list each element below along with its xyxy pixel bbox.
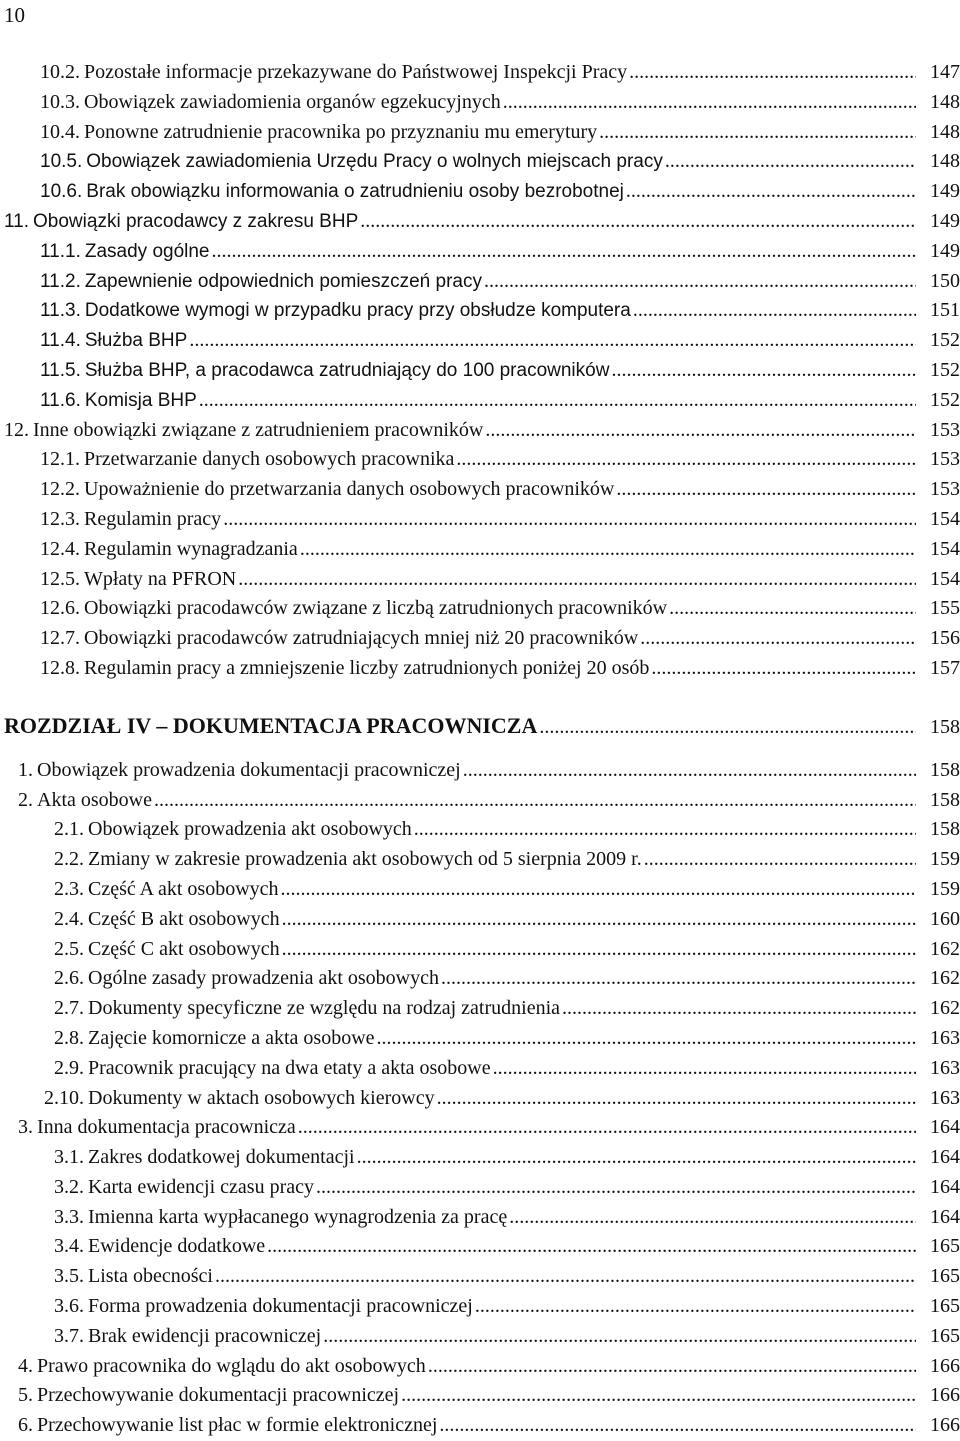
toc-entry-number: 10.6. xyxy=(40,181,83,203)
toc-entry[interactable] xyxy=(0,88,960,118)
toc-entry-number: 2.10. xyxy=(44,1086,84,1109)
toc-dot-leader xyxy=(213,1262,916,1292)
toc-entry-title: Część C akt osobowych xyxy=(88,937,280,960)
toc-dot-leader xyxy=(461,756,916,786)
toc-entry-number: 5. xyxy=(18,1384,33,1407)
toc-page-number: 151 xyxy=(930,299,960,322)
toc-entry-number: 2.7. xyxy=(54,997,84,1020)
table-of-contents xyxy=(0,58,960,1441)
toc-page-number: 162 xyxy=(930,997,960,1020)
toc-entry-title: Służba BHP xyxy=(84,330,188,352)
toc-entry-title: Regulamin pracy xyxy=(84,507,222,530)
toc-entry-number: 11.6. xyxy=(40,389,81,411)
toc-entry[interactable] xyxy=(0,964,960,994)
toc-entry[interactable] xyxy=(0,147,960,177)
toc-dot-leader xyxy=(280,935,916,965)
page-number: 10 xyxy=(4,3,25,27)
toc-entry[interactable] xyxy=(0,296,960,326)
toc-entry-number: 1. xyxy=(18,758,33,781)
toc-page-number: 166 xyxy=(930,1384,960,1407)
toc-entry[interactable] xyxy=(0,1292,960,1322)
toc-entry-number: 6. xyxy=(18,1414,33,1437)
toc-entry[interactable] xyxy=(0,207,960,237)
toc-entry[interactable] xyxy=(0,594,960,624)
toc-page-number: 156 xyxy=(930,627,960,650)
toc-dot-leader xyxy=(221,505,916,535)
toc-entry-number: 3.7. xyxy=(54,1324,84,1347)
toc-entry-title: Komisja BHP xyxy=(84,389,197,411)
toc-entry-number: 11.5. xyxy=(40,359,81,381)
toc-dot-leader xyxy=(210,237,916,267)
toc-entry-title: Obowiązek zawiadomienia Urzędu Pracy o wolnych miejscach pracy xyxy=(86,151,663,173)
toc-entry[interactable] xyxy=(0,1024,960,1054)
toc-entry[interactable] xyxy=(0,1143,960,1173)
toc-entry-title: Służba BHP, a pracodawca zatrudniający do 100 pracowników xyxy=(84,359,610,381)
toc-dot-leader xyxy=(501,88,916,118)
toc-dot-leader xyxy=(298,535,916,565)
toc-entry[interactable] xyxy=(0,416,960,446)
toc-entry-title: Część B akt osobowych xyxy=(88,907,280,930)
toc-entry-title: Brak ewidencji pracowniczej xyxy=(88,1324,322,1347)
toc-page-number: 163 xyxy=(930,1056,960,1079)
toc-page-number: 164 xyxy=(930,1175,960,1198)
toc-page-number: 155 xyxy=(930,597,960,620)
toc-entry-title: Zakres dodatkowej dokumentacji xyxy=(88,1146,355,1169)
toc-entry[interactable] xyxy=(0,535,960,565)
toc-page-number: 165 xyxy=(930,1295,960,1318)
toc-entry-title: Wpłaty na PFRON xyxy=(84,567,237,590)
toc-entry-number: 3.4. xyxy=(54,1235,84,1258)
toc-dot-leader xyxy=(152,786,916,816)
toc-entry[interactable] xyxy=(0,1322,960,1352)
toc-page-number: 148 xyxy=(930,90,960,113)
toc-entry-title: Upoważnienie do przetwarzania danych osobowych pracowników xyxy=(84,478,615,501)
toc-entry-number: 12.1. xyxy=(40,448,80,471)
toc-page-number: 154 xyxy=(930,567,960,590)
toc-page-number: 149 xyxy=(930,239,960,262)
toc-entry-number: 11.1. xyxy=(40,240,81,262)
toc-entry[interactable] xyxy=(0,237,960,267)
toc-entry-title: Dodatkowe wymogi w przypadku pracy przy obsłudze komputera xyxy=(84,300,631,322)
toc-page-number: 163 xyxy=(930,1026,960,1049)
toc-entry-title: Karta ewidencji czasu pracy xyxy=(88,1175,314,1198)
toc-dot-leader xyxy=(236,565,916,595)
toc-entry-title: Dokumenty w aktach osobowych kierowcy xyxy=(88,1086,435,1109)
toc-dot-leader xyxy=(631,296,916,326)
toc-entry[interactable] xyxy=(0,654,960,684)
toc-entry-title: Zmiany w zakresie prowadzenia akt osobowych od 5 sierpnia 2009 r. xyxy=(88,848,642,871)
toc-entry-number: 12.3. xyxy=(40,507,80,530)
toc-entry-number: 10.2. xyxy=(40,61,80,83)
toc-entry[interactable] xyxy=(0,177,960,207)
toc-entry[interactable] xyxy=(0,1381,960,1411)
toc-entry-number: 12.8. xyxy=(40,656,80,679)
toc-entry-number: 3.5. xyxy=(54,1265,84,1288)
toc-dot-leader xyxy=(624,177,916,207)
toc-entry-number: 10.4. xyxy=(40,120,80,143)
toc-page-number: 158 xyxy=(930,715,960,738)
toc-entry-number: 3.2. xyxy=(54,1175,84,1198)
toc-page-number: 165 xyxy=(930,1324,960,1347)
toc-entry-title: Obowiązki pracodawców związane z liczbą zatrudnionych pracowników xyxy=(84,597,668,620)
toc-chapter-heading[interactable] xyxy=(0,698,960,754)
toc-entry-number: 11.4. xyxy=(40,330,81,352)
toc-entry[interactable] xyxy=(0,1203,960,1233)
toc-entry-title: ROZDZIAŁ IV – DOKUMENTACJA PRACOWNICZA xyxy=(4,712,538,738)
toc-entry-title: Przetwarzanie danych osobowych pracownika xyxy=(84,448,455,471)
toc-dot-leader xyxy=(507,1203,916,1233)
toc-entry-title: Obowiązek prowadzenia dokumentacji pracowniczej xyxy=(37,758,461,781)
toc-entry-number: 2.6. xyxy=(54,967,84,990)
toc-page-number: 166 xyxy=(930,1354,960,1377)
toc-page-number: 164 xyxy=(930,1146,960,1169)
toc-page-number: 164 xyxy=(930,1116,960,1139)
toc-dot-leader xyxy=(265,1232,916,1262)
toc-entry[interactable] xyxy=(0,935,960,965)
toc-dot-leader xyxy=(321,1322,916,1352)
toc-entry-title: Przechowywanie dokumentacji pracowniczej xyxy=(37,1384,400,1407)
toc-dot-leader xyxy=(375,1024,916,1054)
toc-dot-leader xyxy=(426,1352,916,1382)
toc-entry[interactable] xyxy=(0,1352,960,1382)
toc-entry-title: Inna dokumentacja pracownicza xyxy=(37,1116,296,1139)
toc-entry[interactable] xyxy=(0,386,960,416)
toc-entry[interactable] xyxy=(0,475,960,505)
toc-entry-title: Pracownik pracujący na dwa etaty a akta osobowe xyxy=(88,1056,491,1079)
toc-entry-title: Prawo pracownika do wglądu do akt osobowych xyxy=(37,1354,426,1377)
toc-entry[interactable] xyxy=(0,994,960,1024)
toc-page-number: 154 xyxy=(930,537,960,560)
toc-page-number: 159 xyxy=(930,848,960,871)
toc-page-number: 162 xyxy=(930,937,960,960)
toc-page-number: 153 xyxy=(930,448,960,471)
toc-dot-leader xyxy=(483,416,916,446)
toc-page-number: 147 xyxy=(930,61,960,83)
toc-entry-title: Regulamin pracy a zmniejszenie liczby zatrudnionych poniżej 20 osób xyxy=(84,656,650,679)
toc-entry-number: 11.2. xyxy=(40,270,81,292)
toc-entry-number: 2.8. xyxy=(54,1026,84,1049)
toc-entry-title: Inne obowiązki związane z zatrudnieniem pracowników xyxy=(33,418,484,441)
toc-entry-number: 10.5. xyxy=(40,151,83,173)
toc-entry-title: Przechowywanie list płac w formie elektronicznej xyxy=(37,1414,438,1437)
toc-dot-leader xyxy=(296,1113,916,1143)
toc-entry[interactable] xyxy=(0,786,960,816)
toc-entry[interactable] xyxy=(0,756,960,786)
toc-entry-number: 12.7. xyxy=(40,627,80,650)
toc-dot-leader xyxy=(279,875,916,905)
toc-entry-title: Zapewnienie odpowiednich pomieszczeń pracy xyxy=(84,270,482,292)
toc-entry-number: 11.3. xyxy=(40,300,81,322)
toc-entry-number: 12.4. xyxy=(40,537,80,560)
toc-entry-number: 12.2. xyxy=(40,478,80,501)
toc-entry-title: Ponowne zatrudnienie pracownika po przyznaniu mu emerytury xyxy=(84,120,598,143)
toc-dot-leader xyxy=(187,326,916,356)
toc-entry-number: 2. xyxy=(18,788,33,811)
toc-dot-leader xyxy=(638,624,916,654)
toc-entry-number: 11. xyxy=(4,210,30,232)
toc-page-number: 158 xyxy=(930,788,960,811)
toc-dot-leader xyxy=(473,1292,916,1322)
toc-dot-leader xyxy=(399,1381,916,1411)
toc-entry-title: Akta osobowe xyxy=(37,788,152,811)
toc-entry-number: 2.1. xyxy=(54,818,84,841)
toc-dot-leader xyxy=(614,475,916,505)
toc-page-number: 162 xyxy=(930,967,960,990)
toc-entry[interactable] xyxy=(0,624,960,654)
toc-page-number: 149 xyxy=(930,180,960,203)
toc-entry[interactable] xyxy=(0,565,960,595)
toc-entry-number: 3.3. xyxy=(54,1205,84,1228)
toc-entry[interactable] xyxy=(0,505,960,535)
toc-entry-title: Zasady ogólne xyxy=(84,240,210,262)
toc-page-number: 158 xyxy=(930,818,960,841)
toc-entry-title: Pozostałe informacje przekazywane do Państwowej Inspekcji Pracy xyxy=(84,61,628,83)
toc-entry[interactable] xyxy=(0,1054,960,1084)
toc-dot-leader xyxy=(435,1084,916,1114)
toc-entry-number: 10.3. xyxy=(40,90,80,113)
toc-page-number: 152 xyxy=(930,358,960,381)
toc-page-number: 165 xyxy=(930,1265,960,1288)
toc-entry[interactable] xyxy=(0,1262,960,1292)
toc-dot-leader xyxy=(649,654,916,684)
toc-entry[interactable] xyxy=(0,845,960,875)
toc-dot-leader xyxy=(597,118,916,148)
toc-entry-title: Część A akt osobowych xyxy=(88,877,279,900)
toc-dot-leader xyxy=(491,1054,916,1084)
toc-entry[interactable] xyxy=(0,875,960,905)
toc-entry-title: Imienna karta wypłacanego wynagrodzenia za pracę xyxy=(88,1205,508,1228)
toc-page-number: 166 xyxy=(930,1414,960,1437)
toc-dot-leader xyxy=(358,207,916,237)
toc-entry[interactable] xyxy=(0,58,960,88)
toc-entry-title: Obowiązek prowadzenia akt osobowych xyxy=(88,818,412,841)
toc-entry[interactable] xyxy=(0,815,960,845)
toc-dot-leader xyxy=(560,994,916,1024)
toc-page-number: 160 xyxy=(930,907,960,930)
toc-entry[interactable] xyxy=(0,1173,960,1203)
toc-dot-leader xyxy=(412,815,916,845)
toc-page-number: 148 xyxy=(930,150,960,173)
toc-entry-title: Regulamin wynagradzania xyxy=(84,537,298,560)
toc-dot-leader xyxy=(280,905,916,935)
toc-entry-number: 2.3. xyxy=(54,877,84,900)
toc-entry-number: 2.2. xyxy=(54,848,84,871)
toc-entry-title: Lista obecności xyxy=(88,1265,213,1288)
toc-entry-title: Obowiązki pracodawców zatrudniających mniej niż 20 pracowników xyxy=(84,627,639,650)
toc-entry[interactable] xyxy=(0,445,960,475)
toc-entry-title: Ewidencje dodatkowe xyxy=(88,1235,266,1258)
toc-entry-title: Obowiązki pracodawcy z zakresu BHP xyxy=(33,210,359,232)
toc-entry-title: Brak obowiązku informowania o zatrudnieniu osoby bezrobotnej xyxy=(86,181,624,203)
toc-entry-number: 12. xyxy=(4,418,29,441)
toc-entry-number: 3. xyxy=(18,1116,33,1139)
toc-dot-leader xyxy=(537,699,916,755)
toc-dot-leader xyxy=(439,964,916,994)
toc-dot-leader xyxy=(627,58,916,88)
toc-dot-leader xyxy=(609,356,916,386)
toc-entry[interactable] xyxy=(0,118,960,148)
toc-entry-number: 2.5. xyxy=(54,937,84,960)
toc-page-number: 148 xyxy=(930,120,960,143)
toc-entry[interactable] xyxy=(0,326,960,356)
toc-entry-number: 2.4. xyxy=(54,907,84,930)
toc-entry-number: 3.6. xyxy=(54,1295,84,1318)
toc-entry-title: Obowiązek zawiadomienia organów egzekucyjnych xyxy=(84,90,501,113)
toc-page-number: 152 xyxy=(930,329,960,352)
toc-entry[interactable] xyxy=(0,1084,960,1114)
toc-dot-leader xyxy=(437,1411,916,1441)
toc-dot-leader xyxy=(197,386,916,416)
toc-entry[interactable] xyxy=(0,905,960,935)
toc-page-number: 158 xyxy=(930,758,960,781)
toc-dot-leader xyxy=(667,594,916,624)
toc-page-number: 150 xyxy=(930,269,960,292)
toc-entry-title: Zajęcie komornicze a akta osobowe xyxy=(88,1026,375,1049)
toc-dot-leader xyxy=(663,147,916,177)
toc-entry-number: 3.1. xyxy=(54,1146,84,1169)
toc-page-number: 152 xyxy=(930,388,960,411)
toc-entry-number: 4. xyxy=(18,1354,33,1377)
toc-page-number: 149 xyxy=(930,209,960,232)
toc-dot-leader xyxy=(482,267,916,297)
toc-entry-number: 12.6. xyxy=(40,597,80,620)
toc-page-number: 159 xyxy=(930,877,960,900)
toc-dot-leader xyxy=(642,845,916,875)
toc-entry[interactable] xyxy=(0,1232,960,1262)
toc-entry-title: Ogólne zasady prowadzenia akt osobowych xyxy=(88,967,439,990)
toc-entry[interactable] xyxy=(0,1411,960,1441)
toc-dot-leader xyxy=(355,1143,916,1173)
toc-page-number: 153 xyxy=(930,418,960,441)
toc-entry[interactable] xyxy=(0,267,960,297)
toc-entry[interactable] xyxy=(0,356,960,386)
toc-page-number: 165 xyxy=(930,1235,960,1258)
toc-entry-title: Forma prowadzenia dokumentacji pracowniczej xyxy=(88,1295,473,1318)
toc-dot-leader xyxy=(454,445,916,475)
toc-entry-title: Dokumenty specyficzne ze względu na rodzaj zatrudnienia xyxy=(88,997,561,1020)
toc-page-number: 153 xyxy=(930,478,960,501)
toc-page-number: 157 xyxy=(930,656,960,679)
toc-entry[interactable] xyxy=(0,1113,960,1143)
toc-dot-leader xyxy=(314,1173,916,1203)
toc-page-number: 163 xyxy=(930,1086,960,1109)
toc-entry-number: 2.9. xyxy=(54,1056,84,1079)
toc-entry-number: 12.5. xyxy=(40,567,80,590)
toc-page-number: 164 xyxy=(930,1205,960,1228)
toc-page-number: 154 xyxy=(930,507,960,530)
